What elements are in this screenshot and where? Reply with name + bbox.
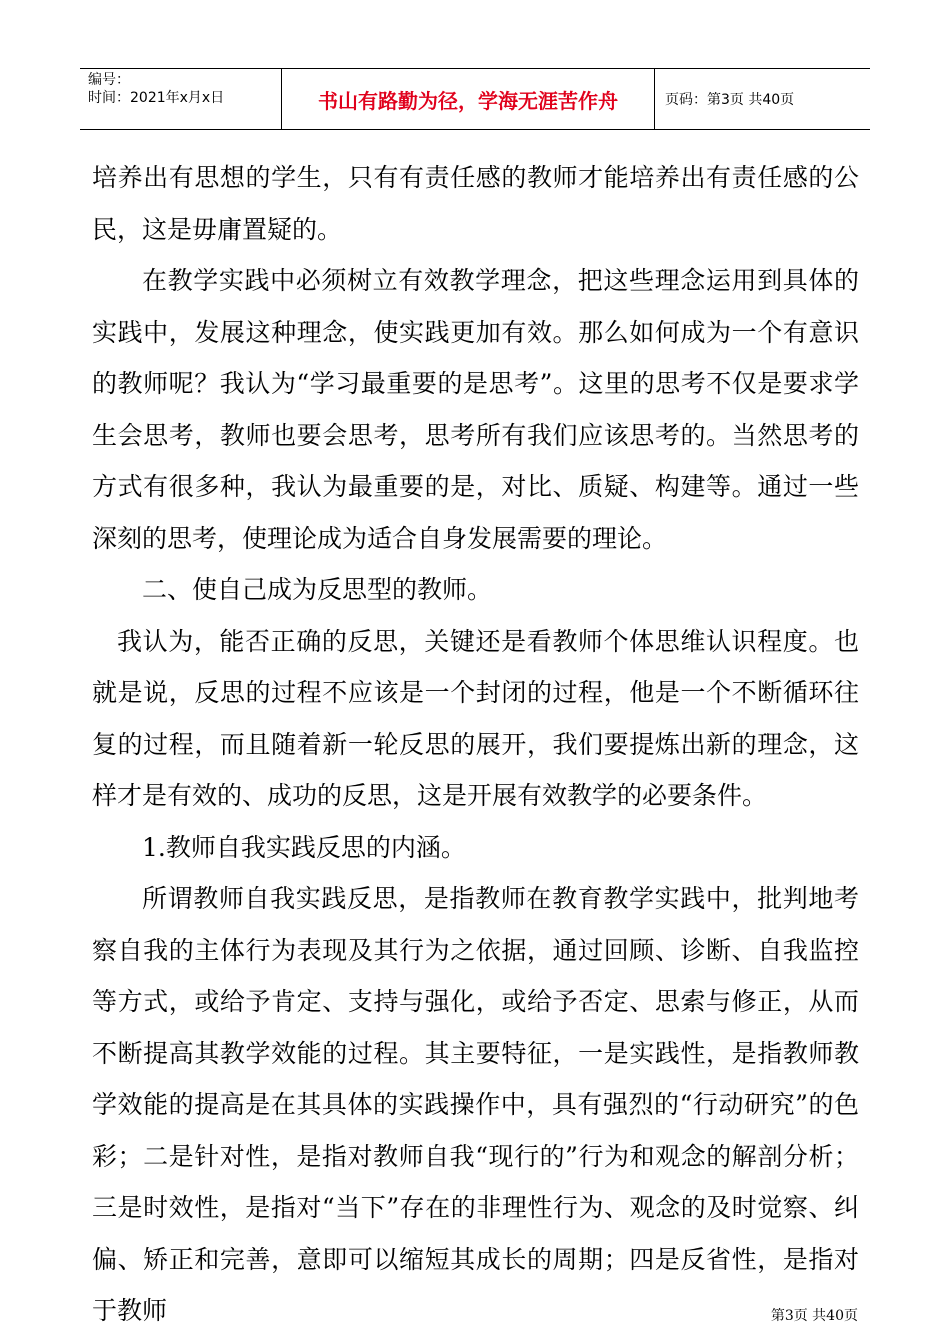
paragraph-continuation: 培养出有思想的学生，只有有责任感的教师才能培养出有责任感的公民，这是毋庸置疑的。: [92, 163, 859, 244]
subsection-heading: 1.教师自我实践反思的内涵。: [142, 832, 466, 862]
paragraph: 所谓教师自我实践反思，是指教师在教育教学实践中，批判地考察自我的主体行为表现及其行为之依据，通过回顾、诊断、自我监控等方式，或给予肯定、支持与强化，或给予否定、思索与修正，从而不断提高其教学效能的过程。其主要特征，一是实践性，是指教师教学效能的提高是在其具体的实践操作中，具有强烈的“行动研究”的色彩；二是针对性，是指对教师自我“现行的”行为和观念的解剖分析；三是时效性，是指对“当下”存在的非理性行为、观念的及时觉察、纠偏、矫正和完善，意即可以缩短其成长的周期；四是反省性，是指对于教师: [92, 884, 859, 1325]
document-body: [92, 152, 859, 1337]
header-motto: 书山有路勤为径，学海无涯苦作舟: [282, 69, 655, 129]
paragraph: 我认为，能否正确的反思，关键还是看教师个体思维认识程度。也就是说，反思的过程不应该是一个封闭的过程，他是一个不断循环往复的过程，而且随着新一轮反思的展开，我们要提炼出新的理念，这样才是有效的、成功的反思，这是开展有效教学的必要条件。: [92, 626, 859, 810]
page-header: [80, 68, 870, 130]
page-footer: 第3页 共40页: [770, 1308, 858, 1324]
time-label: 时间：2021年x月x日: [88, 90, 225, 106]
paragraph: 在教学实践中必须树立有效教学理念，把这些理念运用到具体的实践中，发展这种理念，使实践更加有效。那么如何成为一个有意识的教师呢？我认为“学习最重要的是思考”。这里的思考不仅是要求学生会思考，教师也要会思考，思考所有我们应该思考的。当然思考的方式有很多种，我认为最重要的是，对比、质疑、构建等。通过一些深刻的思考，使理论成为适合自身发展需要的理论。: [92, 266, 859, 553]
number-label: 编号：: [88, 72, 130, 88]
header-page-info: 页码：第3页 共40页: [665, 92, 795, 108]
header-meta: [80, 69, 282, 129]
section-heading: 二、使自己成为反思型的教师。: [142, 575, 493, 604]
